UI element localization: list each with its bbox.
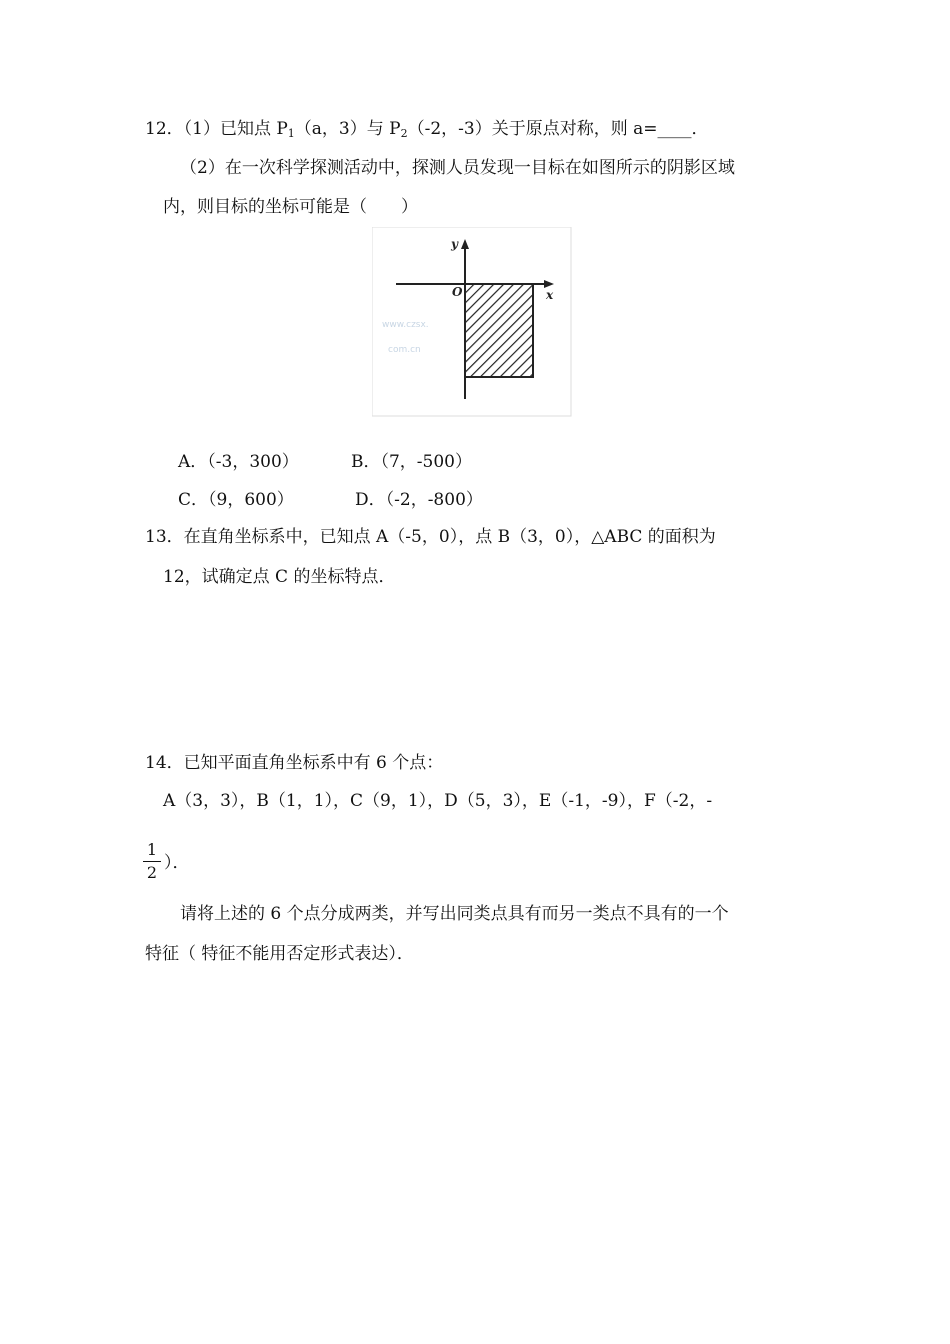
fraction-bar xyxy=(143,861,161,862)
q12-line1-post: （-2，-3）关于原点对称，则 a=____． xyxy=(407,119,709,139)
option-d: D．（-2，-800） xyxy=(355,490,483,510)
option-c: C．（9，600） xyxy=(178,490,294,510)
q13-line2: 12，试确定点 C 的坐标特点． xyxy=(163,567,396,587)
fraction-one-half xyxy=(143,841,161,882)
fraction-denominator: 2 xyxy=(146,863,158,882)
q14-line4: 特征（ 特征不能用否定形式表达）． xyxy=(145,944,414,964)
q13-line1: 13．在直角坐标系中，已知点 A（-5，0），点 B（3，0），△ABC 的面积为 xyxy=(145,527,716,547)
y-axis-label: y xyxy=(451,237,458,251)
q12-sub2: 2 xyxy=(400,127,408,140)
q12-line3: 内，则目标的坐标可能是（ ） xyxy=(163,197,418,217)
shaded-region xyxy=(465,284,533,377)
option-a: A．（-3，300） xyxy=(178,452,299,472)
q12-sub1: 1 xyxy=(287,127,295,140)
q12-line1-mid: （a，3）与 P xyxy=(294,119,401,139)
q14-line1: 14．已知平面直角坐标系中有 6 个点： xyxy=(145,753,444,773)
x-axis-label: x xyxy=(546,288,554,302)
watermark-line1: www.czsx. xyxy=(382,320,429,330)
q14-line3: 请将上述的 6 个点分成两类，并写出同类点具有而另一类点不具有的一个 xyxy=(180,904,729,924)
q14-fraction-after: ）． xyxy=(164,853,190,873)
fraction-numerator: 1 xyxy=(146,840,158,859)
q12-line1-pre: 12．（1）已知点 P xyxy=(145,119,288,139)
q12-line2: （2）在一次科学探测活动中，探测人员发现一目标在如图所示的阴影区域 xyxy=(180,158,735,178)
watermark-line2: com.cn xyxy=(388,345,421,355)
origin-label: O xyxy=(452,285,463,299)
coordinate-figure-svg xyxy=(372,227,572,417)
coordinate-figure xyxy=(372,227,572,417)
q12-line1 xyxy=(145,118,709,145)
q14-line2: A（3，3），B（1，1），C（9，1），D（5，3），E（-1，-9），F（-2，- xyxy=(163,791,713,811)
option-b: B．（7，-500） xyxy=(351,452,473,472)
